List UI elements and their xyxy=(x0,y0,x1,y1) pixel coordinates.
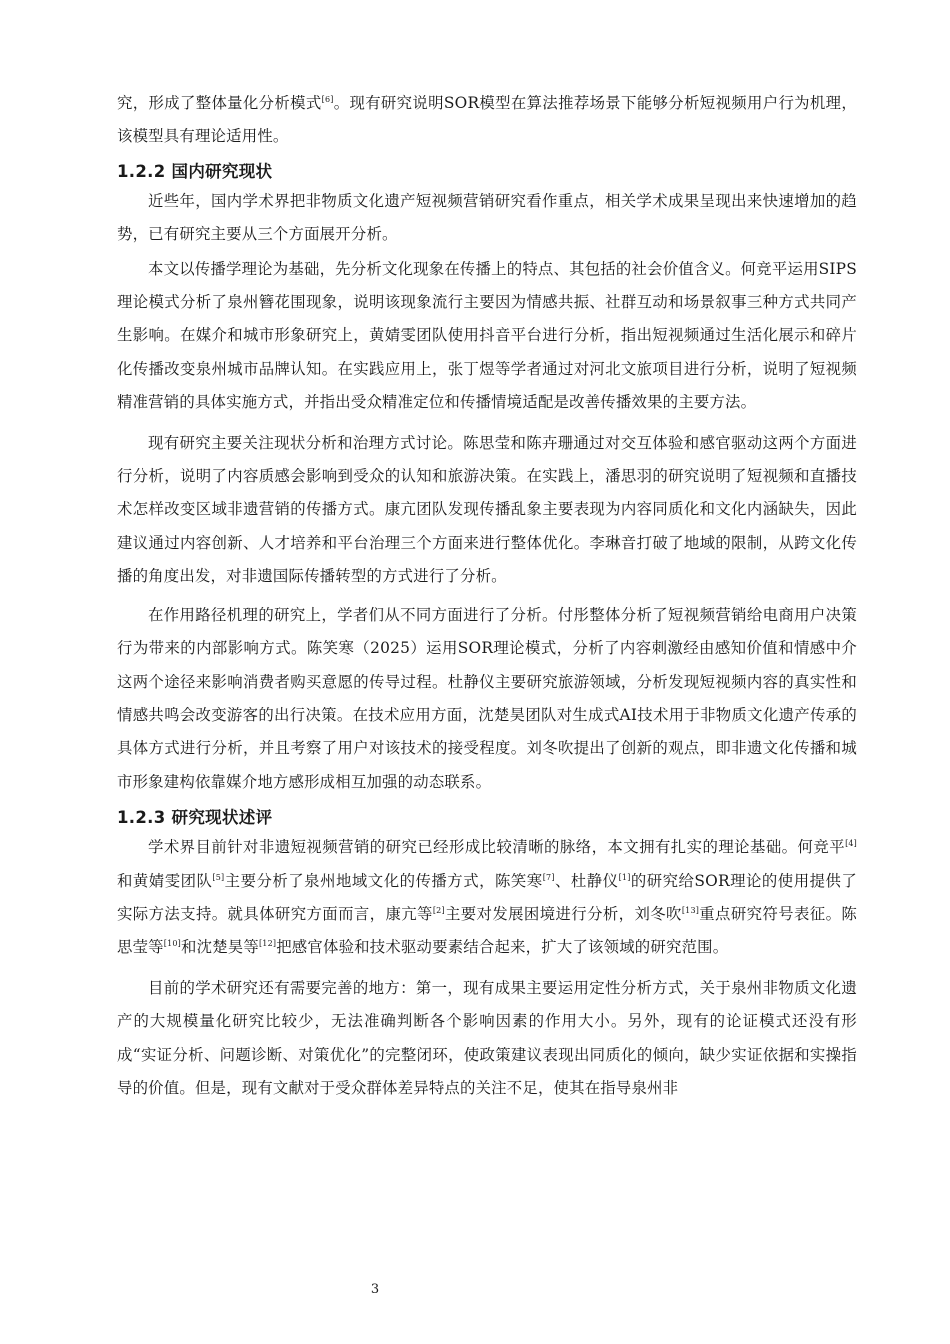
citation: [6] xyxy=(321,94,334,104)
citation: [12] xyxy=(258,939,277,949)
section-heading-1-2-3: 1.2.3 研究现状述评 xyxy=(117,808,273,828)
paragraph-gaps: 目前的学术研究还有需要完善的地方：第一，现有成果主要运用定性分析方式，关于泉州非物质文化遗产的大规模量化研究比较少，无法准确判断各个影响因素的作用大小。另外，现有的论证模式还没有形成“实证分析、问题诊断、对策优化”的完整闭环，使政策建议表现出同质化的倾向，缺少实证依据和实操指导的价值。但是，现有文献对于受众群体差异特点的关注不足，使其在指导泉州非 xyxy=(117,978,857,1097)
citation: [5] xyxy=(212,872,225,882)
paragraph-continued: 究，形成了整体量化分析模式[6]。现有研究说明SOR模型在算法推荐场景下能够分析短视频用户行为机理，该模型具有理论适用性。 xyxy=(117,94,857,146)
paragraph-domestic-intro: 近些年，国内学术界把非物质文化遗产短视频营销研究看作重点，相关学术成果呈现出来快速增加的趋势，已有研究主要从三个方面展开分析。 xyxy=(117,191,857,244)
citation: [4] xyxy=(845,839,857,848)
paragraph-mechanism: 在作用路径机理的研究上，学者们从不同方面进行了分析。付彤整体分析了短视频营销给电商用户决策行为带来的内部影响方式。陈笑寒（2025）运用SOR理论模式，分析了内容刺激经由感知价值和情感中介这两个途径来影响消费者购买意愿的传导过程。杜静仪主要研究旅游领域，分析发现短视频内容的真实性和情感共鸣会改变游客的出行决策。在技术应用方面，沈楚昊团队对生成式AI技术用于非物质文化遗产传承的具体方式进行分析，并且考察了用户对该技术的接受程度。刘冬吹提出了创新的观点，即非遗文化传播和城市形象建构依靠媒介地方感形成相互加强的动态联系。 xyxy=(117,605,857,791)
citation: [10] xyxy=(163,939,182,949)
document-body xyxy=(117,86,857,1105)
citation: [13] xyxy=(681,905,700,915)
section-heading-1-2-2: 1.2.2 国内研究现状 xyxy=(117,161,273,181)
paragraph-governance: 现有研究主要关注现状分析和治理方式讨论。陈思莹和陈卉珊通过对交互体验和感官驱动这两个方面进行分析，说明了内容质感会影响到受众的认知和旅游决策。在实践上，潘思羽的研究说明了短视频和直播技术怎样改变区域非遗营销的传播方式。康亢团队发现传播乱象主要表现为内容同质化和文化内涵缺失，因此建议通过内容创新、人才培养和平台治理三个方面来进行整体优化。李琳音打破了地域的限制，从跨文化传播的角度出发，对非遗国际传播转型的方式进行了分析。 xyxy=(117,433,857,586)
citation: [2] xyxy=(432,905,445,915)
paragraph-communication-theory: 本文以传播学理论为基础，先分析文化现象在传播上的特点、其包括的社会价值含义。何竞平运用SIPS理论模式分析了泉州簪花围现象，说明该现象流行主要因为情感共振、社群互动和场景叙事三种方式共同产生影响。在媒介和城市形象研究上，黄婧雯团队使用抖音平台进行分析，指出短视频通过生活化展示和碎片化传播改变泉州城市品牌认知。在实践应用上，张丁煜等学者通过对河北文旅项目进行分析，说明了短视频精准营销的具体实施方式，并指出受众精准定位和传播情境适配是改善传播效果的主要方法。 xyxy=(117,259,857,412)
citation: [1] xyxy=(618,872,631,882)
page-number: 3 xyxy=(370,1282,380,1297)
citation: [7] xyxy=(542,872,555,882)
paragraph-review: 学术界目前针对非遗短视频营销的研究已经形成比较清晰的脉络，本文拥有扎实的理论基础。何竞平[4]和黄婧雯团队[5]主要分析了泉州地域文化的传播方式，陈笑寒[7]、杜静仪[1]的研究给SOR理论的使用提供了实际方法支持。就具体研究方面而言，康亢等[2]主要对发展困境进行分析，刘冬吹[13]重点研究符号表征。陈思莹等[10]和沈楚昊等[12]把感官体验和技术驱动要素结合起来，扩大了该领域的研究范围。 xyxy=(117,838,857,957)
